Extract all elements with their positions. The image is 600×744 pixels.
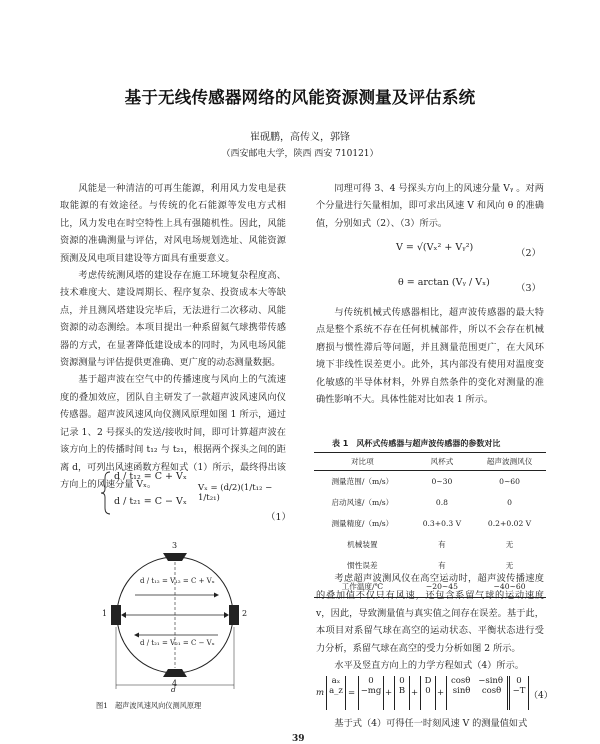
table-header-row: [314, 453, 546, 471]
probe-top: [163, 553, 187, 561]
matrix-buoyancy: [394, 676, 410, 710]
table-cell: 0.2+0.02 V: [487, 519, 532, 528]
left-column: [60, 180, 286, 493]
equation-number: （1）: [266, 512, 292, 523]
matrix-cell: cosθ: [481, 686, 502, 696]
paragraph: 水平及竖直方向上的力学方程如式（4）所示。: [334, 660, 524, 672]
page-number: 39: [292, 734, 305, 744]
page-title: 基于无线传感器网络的风能资源测量及评估系统: [124, 88, 476, 107]
anemometer-diagram: [100, 535, 250, 695]
table-header: 对比项: [314, 453, 411, 471]
paragraph: 同理可得 3、4 号探头方向上的风速分量 Vᵧ 。对两个分量进行矢量相加，即可求出风速 V 和风向 θ 的准确值，分别如式（2）、（3）所示。: [316, 183, 544, 229]
affiliation: （西安邮电大学，陕西 西安 710121）: [221, 149, 379, 159]
matrix-cell: 0: [425, 686, 431, 696]
equation-result: Vₓ = (d/2)(1/t₁₂ − 1/t₂₁): [198, 483, 273, 503]
table-cell: 0: [507, 498, 512, 507]
equation-4: m aₓ a_z = 0 −mg + 0 B + D 0 + cosθ −sinθ sinθ cosθ 0 −T （4）: [316, 676, 546, 712]
equation-number: （3）: [516, 283, 542, 294]
right-column-lower: [316, 570, 544, 674]
figure-caption: 图1 超声波风速风向仪测风原理: [96, 701, 202, 710]
probe-label-2: 2: [242, 609, 248, 618]
table-cell: 0~30: [431, 477, 453, 486]
table-row: [314, 471, 546, 493]
table-cell: 0~60: [499, 477, 520, 486]
matrix-cell: −T: [512, 686, 526, 696]
table-row: [314, 492, 546, 513]
equation-line: d / t₂₁ = C − Vₓ: [114, 496, 187, 507]
paragraph: 与传统机械式传感器相比，超声波传感器的最大特点是整个系统不存在任何机械部件，所以不会存在机械磨损与惯性滞后等问题，并且测量范围更广，在大风环境下非线性误差更小。此外，其内部没有使用对温度变化敏感的半导体材料，外界自然条件的变化对测量的准确性影响不大。具体性能对比如表 1 所示。: [316, 307, 544, 406]
equation-2: V = √(Vₓ² + Vᵧ²): [396, 242, 474, 253]
authors: 崔砚鹏，高传义，郭锋: [250, 132, 350, 143]
matrix-cell: 0: [399, 676, 405, 686]
probe-left: [111, 605, 121, 625]
matrix-cell: 0: [516, 676, 522, 686]
table-cell: 0.8: [435, 498, 448, 507]
matrix-cell: 0: [368, 676, 374, 686]
probe-right: [229, 605, 239, 625]
matrix-cell: D: [424, 676, 432, 686]
table-cell: 0.3+0.3 V: [422, 519, 462, 528]
table-cell: 有: [438, 540, 446, 549]
equation-line: d / t₁₂ = C + Vₓ: [114, 471, 187, 482]
right-column-tail: [316, 715, 544, 732]
paragraph: 风能是一种清洁的可再生能源，利用风力发电是获取能源的有效途径。与传统的化石能源等发电方式相比，风力发电在时空特性上具有强随机性。因此，风能资源的准确测量与评估，对风电场规划选址、风能资源预测及风电项目建设等方面具有重要意义。: [60, 183, 286, 264]
equation-3: θ = arctan (Vᵧ / Vₓ): [398, 277, 490, 288]
table-cell: 无: [505, 540, 514, 549]
table-row: [314, 513, 546, 534]
right-column: [316, 180, 544, 232]
dimension-label: d: [171, 685, 176, 694]
table-cell: 测量范围/（m/s）: [331, 477, 394, 486]
table-cell: 有: [438, 561, 446, 570]
table-header: 超声波测风仪: [473, 453, 546, 471]
right-column-body: [316, 304, 544, 408]
paragraph: 基于式（4）可得任一时刻风速 V 的测量值如式: [334, 718, 528, 729]
paragraph: 考虑传统测风塔的建设存在施工环境复杂程度高、技术难度大、建设周期长、程序复杂、投资成本大等缺点，并且测风塔建设完毕后，无法进行二次移动、风能资源的动态测绘。本项目提出一种系留氦气球携带传感器的方式，在显著降低建设成本的同时，为风电场风能资源测量与评估提供更准确、更广度的动态测量数据。: [60, 270, 286, 369]
probe-label-4: 4: [172, 679, 178, 688]
table-cell: 工作温度/℃: [314, 576, 411, 598]
matrix-cell: −sinθ: [478, 676, 504, 686]
matrix-cell: −mg: [360, 686, 382, 696]
figure-label-upper: d / t₁₂ = V₁₂ = C + Vₓ: [140, 577, 215, 585]
table-cell: −40~60: [473, 576, 546, 598]
equation-number: （4）: [529, 691, 553, 701]
matrix-rotation: [446, 676, 508, 710]
matrix-cell: B: [398, 686, 406, 696]
figure-1: [100, 535, 250, 695]
matrix-cell: a_z: [329, 686, 343, 696]
matrix-tension: [509, 676, 529, 710]
table-cell: 惯性误差: [347, 561, 378, 570]
table-caption: 表 1 风杯式传感器与超声波传感器的参数对比: [332, 439, 501, 448]
table-row: [314, 534, 546, 555]
probe-label-1: 1: [102, 609, 108, 618]
paragraph: 基于超声波在空气中的传播速度与风向上的气流速度的叠加效应，团队自主研发了一款超声波风速风向仪传感器。超声波风速风向仪测风原理如图 1 所示，通过记录 1、2 号探头的发送/接收时间，即可计算超声波在该方向上的传播时间 t₁₂ 与 t₂₁，根据两个探头之间的距离 d，可列出风速函数方程如式（1）所示，最终得出该方向上的风速分量 Vₓ。: [60, 374, 286, 490]
matrix-lhs: [326, 676, 346, 710]
paragraph: 考虑超声波测风仪在高空运动时，超声波传播速度的叠加值不仅只有风速，还包含系留气球的运动速度 v，因此，导致测量值与真实值之间存在误差。基于此，本项目对系留气球在高空的运动状态、平衡状态进行受力分析，系留气球在高空的受力分析如图 2 所示。: [316, 573, 544, 654]
matrix-cell: cosθ: [450, 676, 471, 686]
table-cell: 机械装置: [347, 540, 378, 549]
table-cell: 测量精度/（m/s）: [331, 519, 394, 528]
table-cell: 无: [505, 561, 514, 570]
figure-label-lower: d / t₂₁ = V₂₁ = C − Vₓ: [140, 639, 215, 647]
table-cell: −20~45: [411, 576, 473, 598]
probe-label-3: 3: [172, 541, 178, 550]
matrix-cell: sinθ: [452, 686, 471, 696]
matrix-cell: aₓ: [331, 676, 341, 686]
probe-bottom: [163, 669, 187, 677]
brace-icon: [100, 470, 112, 516]
table-cell: 启动风速/（m/s）: [331, 498, 394, 507]
table-header: 风杯式: [411, 453, 473, 471]
matrix-gravity: [358, 676, 384, 710]
equation-number: （2）: [516, 248, 542, 259]
equation-1: [100, 470, 286, 516]
matrix-drag: [420, 676, 436, 710]
